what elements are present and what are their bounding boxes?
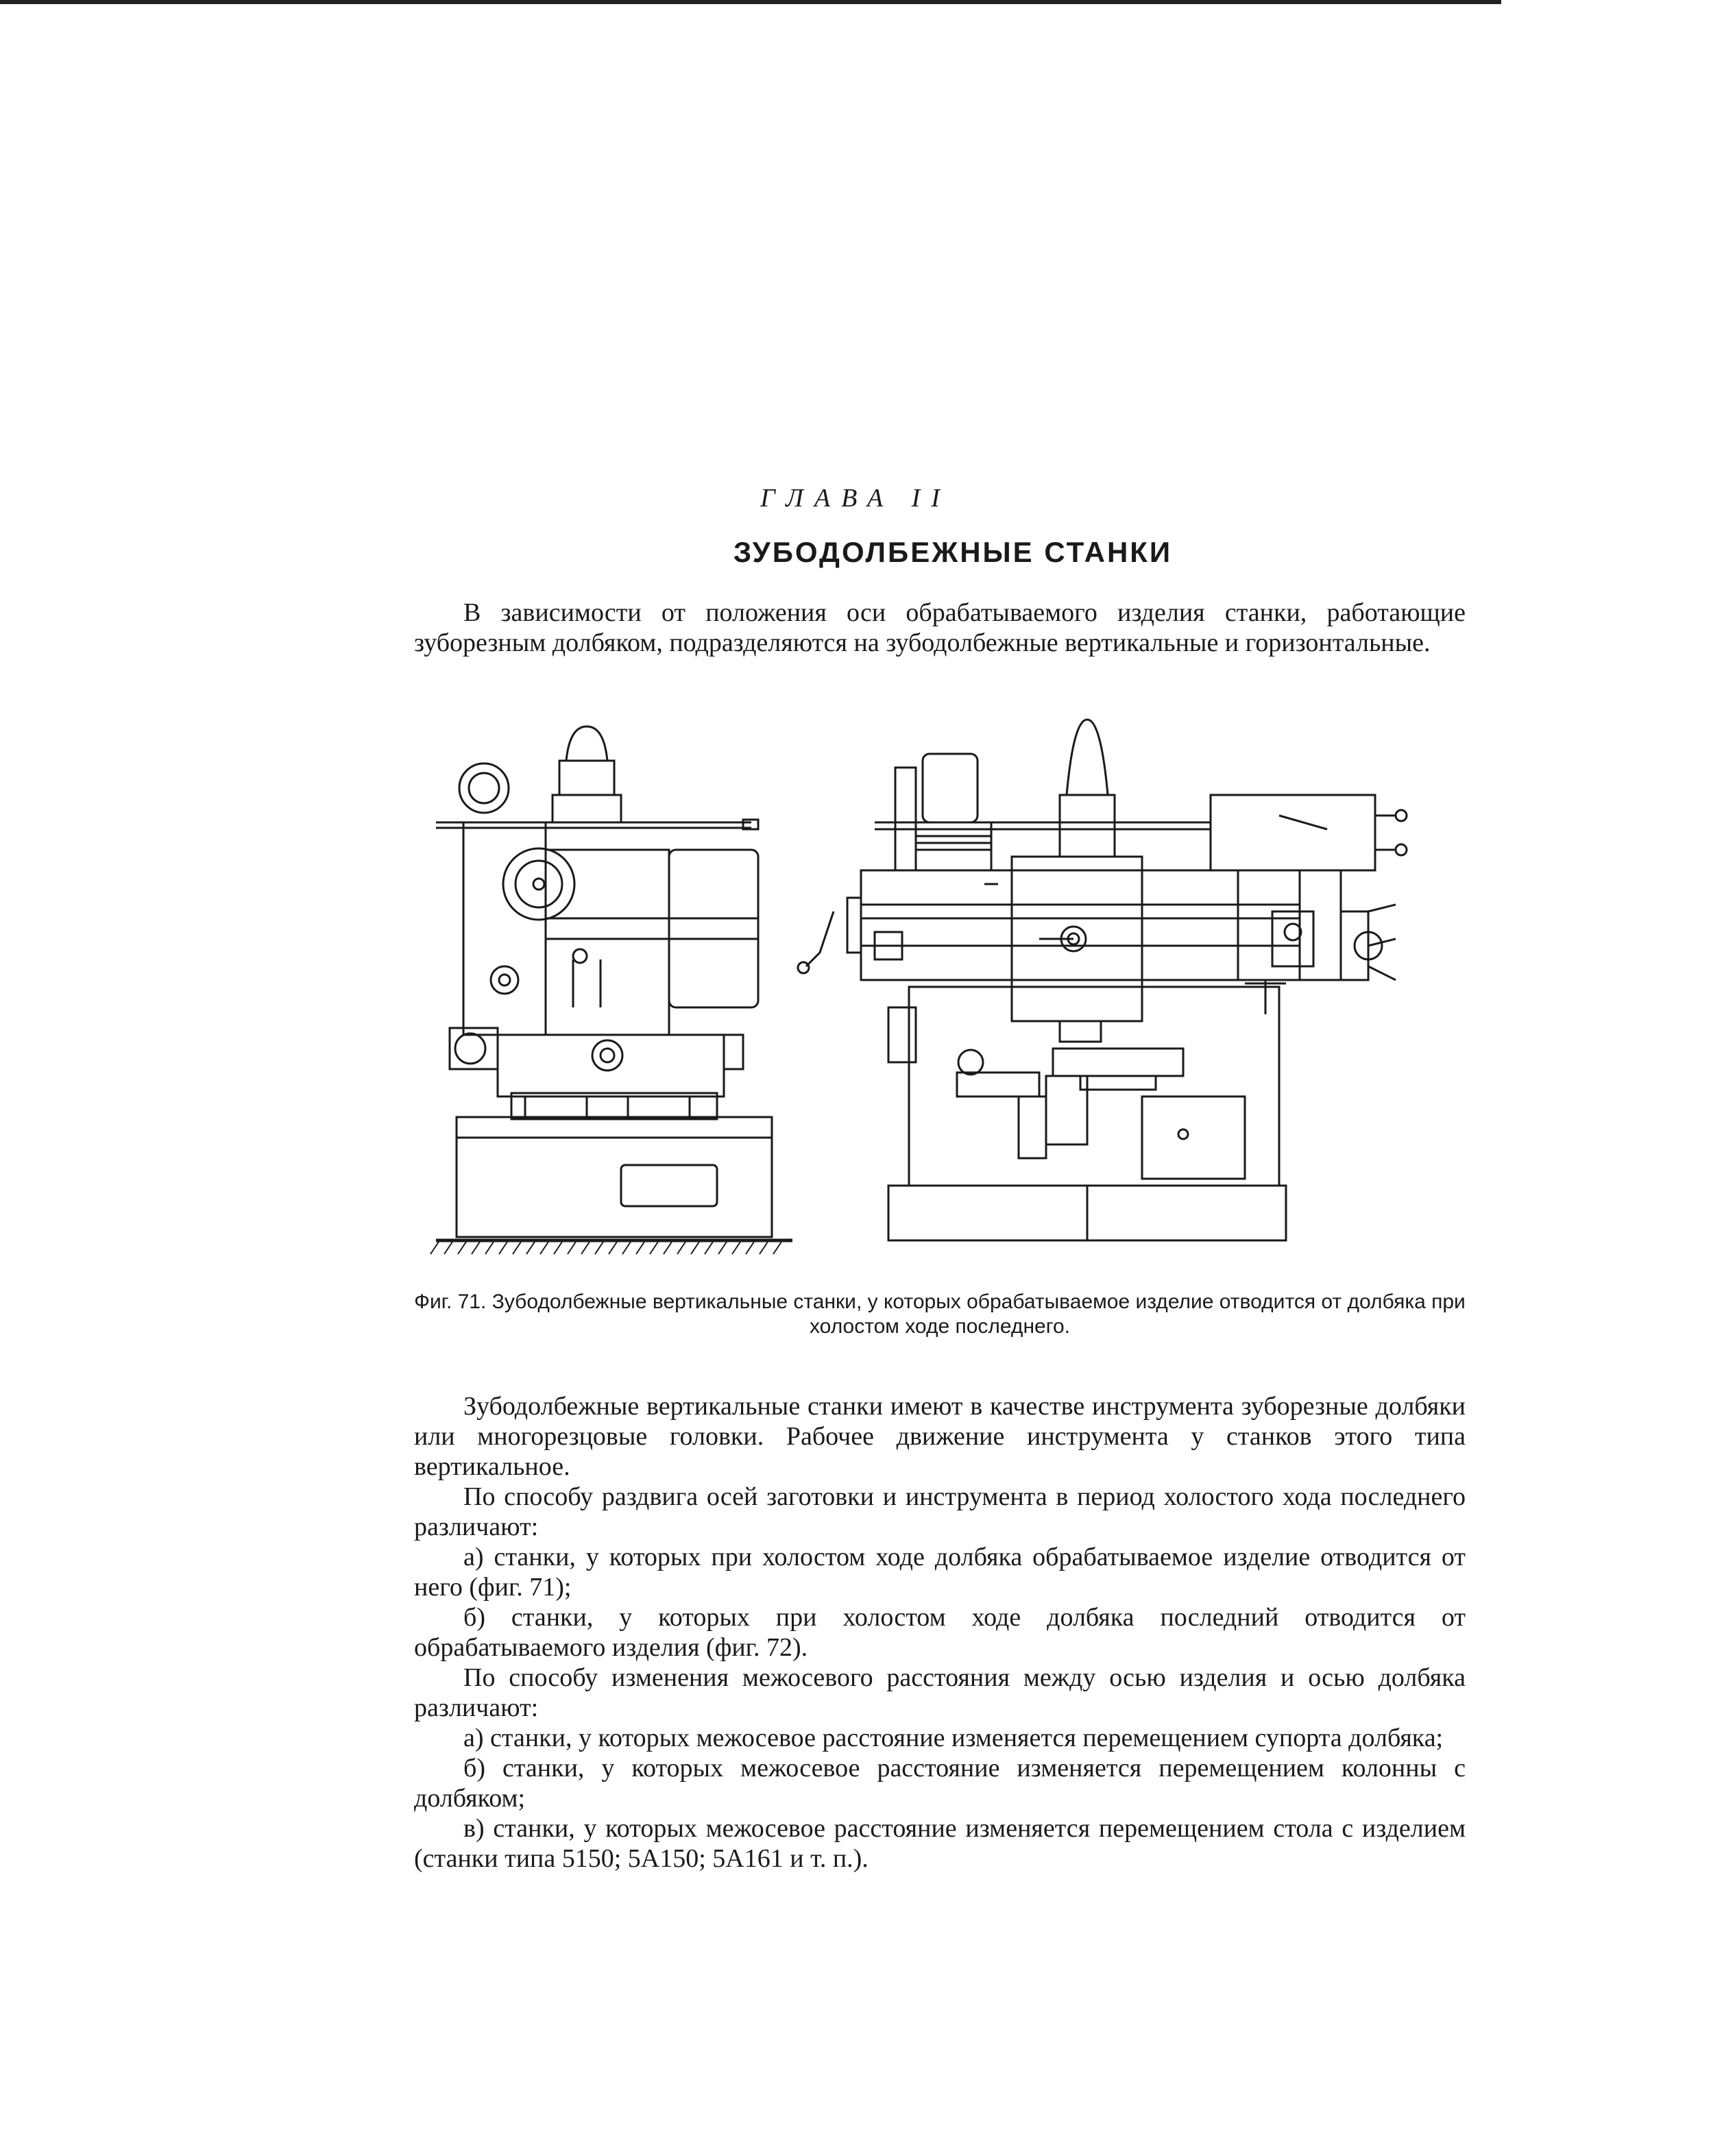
intro-section: [414, 598, 1466, 658]
body-section: [414, 1391, 1466, 1874]
chapter-title: ЗУБОДОЛБЕЖНЫЕ СТАНКИ: [733, 536, 1173, 568]
body-paragraph-6: а) станки, у которых межосевое расстояние изменяется перемещением супорта долбяка;: [463, 1724, 1444, 1752]
body-paragraph-2: По способу раздвига осей заготовки и инструмента в период холостого хода последнего различают:: [414, 1482, 1466, 1541]
body-paragraph-1: Зубодолбежные вертикальные станки имеют в качестве инструмента зуборезные долбяки или многорезцовые головки. Рабочее движение инструмента у станков этого типа вертикальное.: [414, 1392, 1466, 1481]
body-paragraph-4: б) станки, у которых при холостом ходе долбяка последний отводится от обрабатываемого изделия (фиг. 72).: [414, 1603, 1466, 1662]
body-paragraph-8: в) станки, у которых межосевое расстояние изменяется перемещением стола с изделием (станки типа 5150; 5А150; 5А161 и т. п.).: [414, 1814, 1466, 1873]
chapter-label: ГЛАВА II: [760, 484, 951, 513]
page-top-rule: [0, 0, 1501, 4]
body-paragraph-5: По способу изменения межосевого расстояния между осью изделия и осью долбяка различают:: [414, 1663, 1466, 1722]
right-machine-drawing: [798, 720, 1407, 1240]
figure-caption: Фиг. 71. Зубодолбежные вертикальные станки, у которых обрабатываемое изделие отводится от долбяка при холостом ходе последнего.: [414, 1290, 1466, 1338]
body-paragraph-3: а) станки, у которых при холостом ходе долбяка обрабатываемое изделие отводится от него (фиг. 71);: [414, 1543, 1466, 1602]
left-machine-drawing: [430, 726, 792, 1254]
intro-paragraph: В зависимости от положения оси обрабатываемого изделия станки, работающие зуборезным долбяком, подразделяются на зубодолбежные вертикальные и горизонтальные.: [414, 598, 1466, 657]
body-paragraph-7: б) станки, у которых межосевое расстояние изменяется перемещением колонны с долбяком;: [414, 1754, 1466, 1813]
figure-71-machine-drawing: [422, 713, 1464, 1261]
